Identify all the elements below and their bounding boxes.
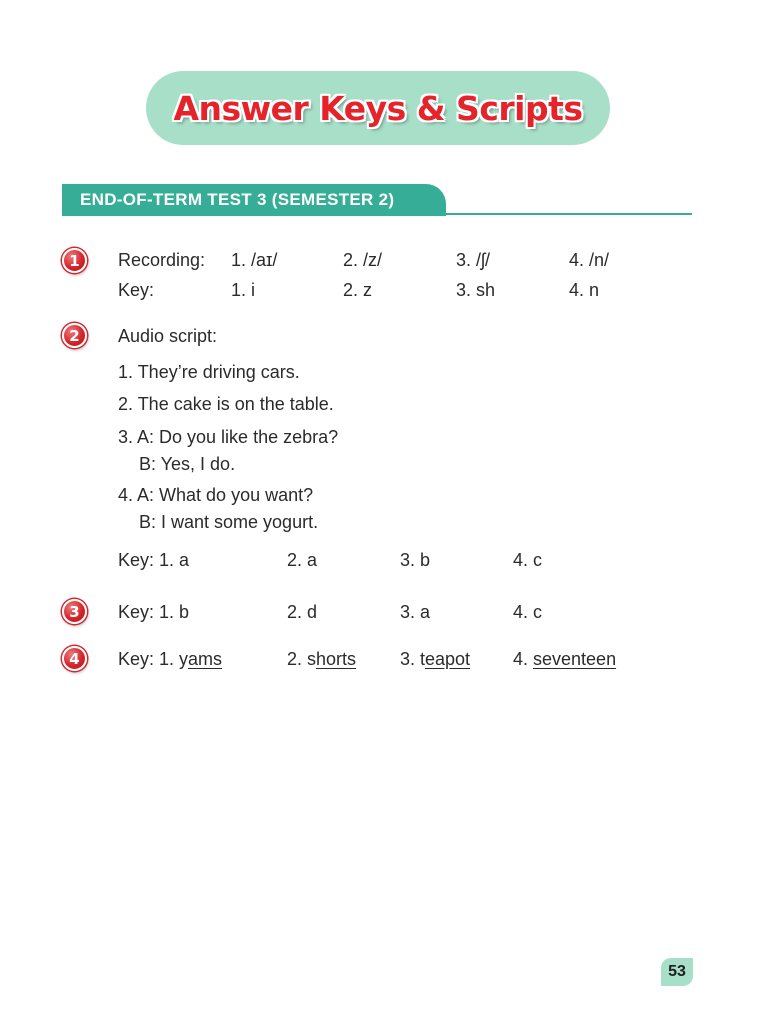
page-title: Answer Keys & Scripts bbox=[173, 88, 583, 128]
question-2-badge: 2 bbox=[62, 323, 87, 348]
q4-key-1-prefix: Key: 1. y bbox=[118, 649, 189, 669]
q2-key-4: 4. c bbox=[513, 550, 543, 570]
q4-key-3 bbox=[400, 648, 470, 670]
key-label: Key: bbox=[118, 280, 155, 300]
q3-key-3: 3. a bbox=[400, 602, 431, 622]
q4-key-1 bbox=[118, 648, 222, 670]
question-4-badge: 4 bbox=[62, 646, 87, 671]
q4-key-4-answer: seventeen bbox=[533, 649, 617, 669]
q4-key-3-prefix: 3. t bbox=[400, 649, 426, 669]
section-divider bbox=[62, 213, 692, 215]
section-title: END-OF-TERM TEST 3 (SEMESTER 2) bbox=[80, 190, 395, 209]
q4-key-3-answer: eapot bbox=[425, 649, 471, 669]
script-line-3a: 3. A: Do you like the zebra? bbox=[118, 427, 339, 447]
title-banner bbox=[146, 71, 610, 145]
q1-key-1: 1. i bbox=[231, 280, 256, 300]
recording-item-1: 1. /aɪ/ bbox=[231, 250, 278, 270]
section-header bbox=[62, 184, 446, 216]
q3-key-1: Key: 1. b bbox=[118, 602, 190, 622]
q1-key-2: 2. z bbox=[343, 280, 373, 300]
q4-key-2-prefix: 2. s bbox=[287, 649, 317, 669]
script-line-1: 1. They’re driving cars. bbox=[118, 362, 300, 382]
q4-key-2-answer: horts bbox=[316, 649, 357, 669]
q4-key-1-answer: ams bbox=[188, 649, 223, 669]
q3-key-4: 4. c bbox=[513, 602, 543, 622]
script-line-4a: 4. A: What do you want? bbox=[118, 485, 314, 505]
q1-key-4: 4. n bbox=[569, 280, 600, 300]
recording-item-2: 2. /z/ bbox=[343, 250, 383, 270]
q2-key-2: 2. a bbox=[287, 550, 318, 570]
q4-key-4 bbox=[513, 648, 616, 670]
q2-key-1: Key: 1. a bbox=[118, 550, 190, 570]
q3-key-2: 2. d bbox=[287, 602, 318, 622]
q2-key-3: 3. b bbox=[400, 550, 431, 570]
question-1-badge: 1 bbox=[62, 248, 87, 273]
question-3-badge: 3 bbox=[62, 599, 87, 624]
page-number: 53 bbox=[661, 958, 693, 986]
script-line-2: 2. The cake is on the table. bbox=[118, 394, 334, 414]
script-line-4b: B: I want some yogurt. bbox=[139, 512, 319, 532]
recording-item-3: 3. /ʃ/ bbox=[456, 250, 491, 270]
script-line-3b: B: Yes, I do. bbox=[139, 454, 236, 474]
recording-item-4: 4. /n/ bbox=[569, 250, 610, 270]
q1-key-3: 3. sh bbox=[456, 280, 496, 300]
recording-label: Recording: bbox=[118, 250, 206, 270]
q4-key-2 bbox=[287, 648, 356, 670]
q4-key-4-prefix: 4. bbox=[513, 649, 534, 669]
audio-script-label: Audio script: bbox=[118, 326, 218, 346]
